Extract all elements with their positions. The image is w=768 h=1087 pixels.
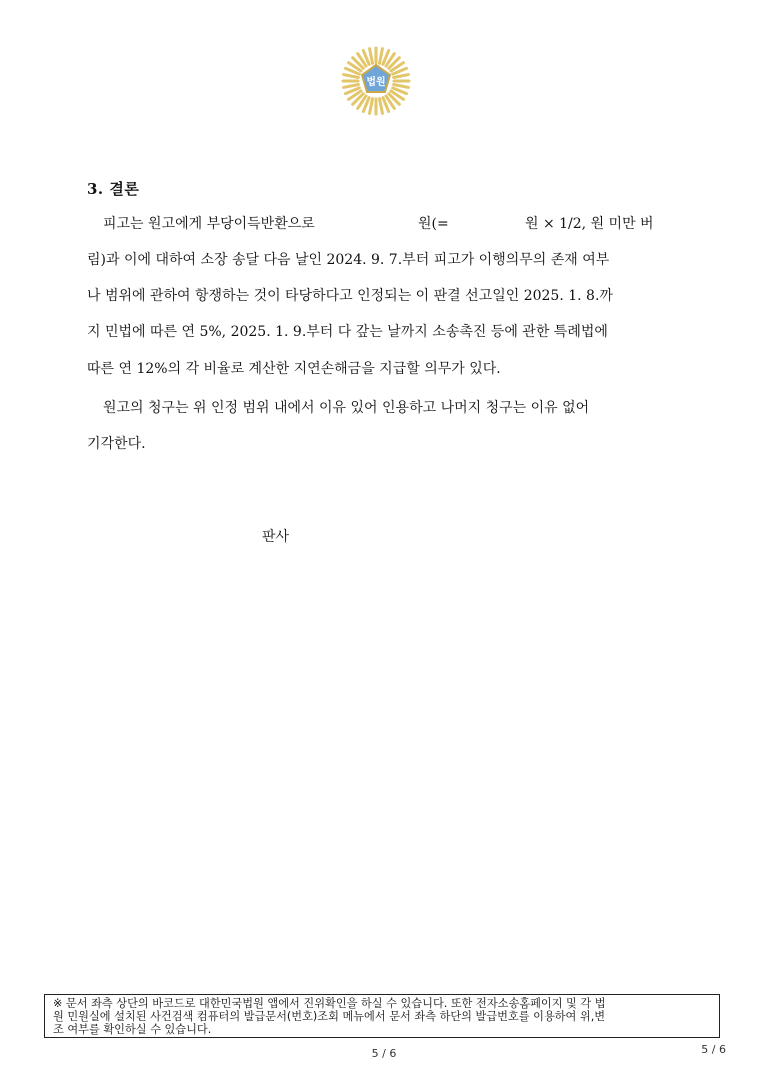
emblem-ray [394, 75, 409, 78]
page-number-right: 5 / 6 [701, 1043, 726, 1056]
emblem-ray [380, 49, 383, 64]
paragraph-2-line-1: 원고의 청구는 위 인정 범위 내에서 이유 있어 인용하고 나머지 청구는 이유 없어 [103, 400, 590, 416]
emblem-ray [370, 99, 373, 114]
emblem-text: 법원 [366, 77, 386, 88]
notice-line-2: 원 민원실에 설치된 사건검색 컴퓨터의 발급문서(번호)조회 메뉴에서 문서 좌측 하단의 발급번호를 이용하여 위,변 [53, 1010, 606, 1023]
notice-line-1: ※ 문서 좌측 상단의 바코드로 대한민국법원 앱에서 진위확인을 하실 수 있습니다. 또한 전자소송홈페이지 및 각 법 [53, 997, 606, 1010]
paragraph-2-line-2: 기각한다. [87, 436, 146, 452]
emblem-ray [344, 75, 359, 78]
paragraph-1-line-3: 나 범위에 관하여 항쟁하는 것이 타당하다고 인정되는 이 판결 선고일인 2025. 1. 8.까 [87, 288, 613, 304]
section-heading: 3. 결론 [87, 180, 140, 198]
paragraph-1-line-4: 지 민법에 따른 연 5%, 2025. 1. 9.부터 다 갚는 날까지 소송촉진 등에 관한 특례법에 [87, 324, 608, 340]
emblem-ray [370, 49, 373, 64]
emblem-ray [394, 85, 409, 88]
paragraph-1-line-5: 따른 연 12%의 각 비율로 계산한 지연손해금을 지급할 의무가 있다. [87, 361, 501, 377]
emblem-ray [380, 99, 383, 114]
notice-line-3: 조 여부를 확인하실 수 있습니다. [53, 1023, 212, 1036]
verification-notice-box [44, 994, 720, 1038]
page-number-center: 5 / 6 [371, 1047, 397, 1060]
paragraph-1-line-1-part-3: 원 × 1/2, 원 미만 버 [525, 216, 654, 232]
paragraph-1-line-1-part-1: 피고는 원고에게 부당이득반환으로 [103, 216, 315, 232]
emblem-ray [344, 85, 359, 88]
court-emblem-icon [340, 45, 412, 117]
judge-label: 판사 [262, 529, 290, 545]
paragraph-1-line-1-part-2: 원(= [418, 216, 449, 232]
paragraph-1-line-2: 림)과 이에 대하여 소장 송달 다음 날인 2024. 9. 7.부터 피고가 이행의무의 존재 여부 [87, 252, 610, 268]
